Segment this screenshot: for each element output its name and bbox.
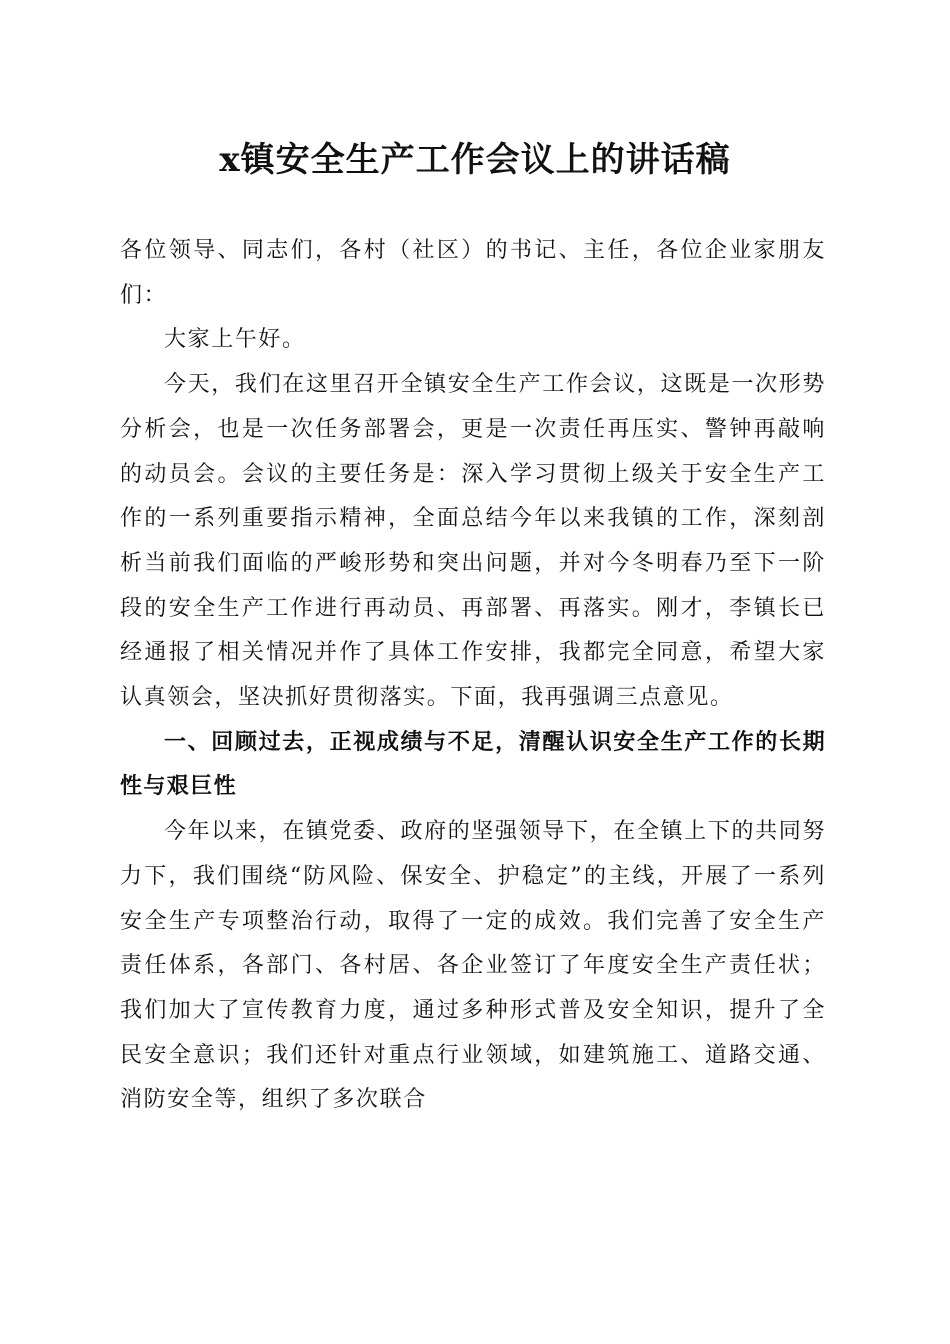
- section-1-heading: 一、回顾过去，正视成绩与不足，清醒认识安全生产工作的长期性与艰巨性: [120, 729, 826, 800]
- greeting-paragraph: 大家上午好。: [164, 327, 306, 353]
- intro-paragraph: 今天，我们在这里召开全镇安全生产工作会议，这既是一次形势分析会，也是一次任务部署会，更是一次责任再压实、警钟再敲响的动员会。会议的主要任务是：深入学习贯彻上级关于安全生产工作的一系列重要指示精神，全面总结今年以来我镇的工作，深刻剖析当前我们面临的严峻形势和突出问题，并对今冬明春乃至下一阶段的安全生产工作进行再动员、再部署、再落实。刚才，李镇长已经通报了相关情况并作了具体工作安排，我都完全同意，希望大家认真领会，坚决抓好贯彻落实。下面，我再强调三点意见。: [120, 372, 826, 711]
- document-body: [120, 229, 826, 1123]
- document-title: x镇安全生产工作会议上的讲话稿: [219, 140, 731, 180]
- section-1-paragraph: 今年以来，在镇党委、政府的坚强领导下，在全镇上下的共同努力下，我们围绕“防风险、保安全、护稳定”的主线，开展了一系列安全生产专项整治行动，取得了一定的成效。我们完善了安全生产责任体系，各部门、各村居、各企业签订了年度安全生产责任状；我们加大了宣传教育力度，通过多种形式普及安全知识，提升了全民安全意识；我们还针对重点行业领域，如建筑施工、道路交通、消防安全等，组织了多次联合: [120, 819, 826, 1113]
- salutation-paragraph: 各位领导、同志们，各村（社区）的书记、主任，各位企业家朋友们：: [120, 238, 826, 308]
